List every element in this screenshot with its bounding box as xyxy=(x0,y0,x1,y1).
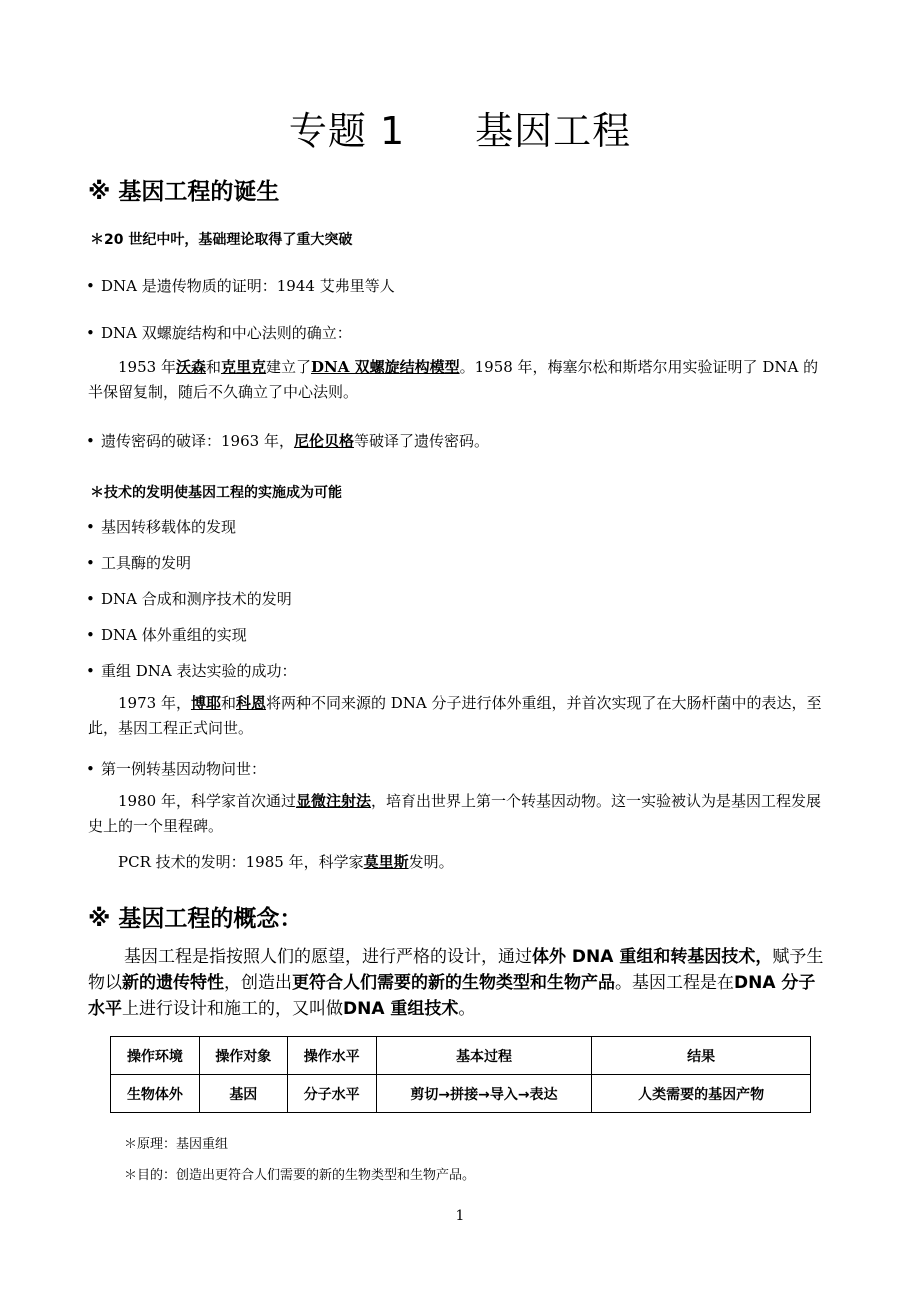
table-cell: 基因 xyxy=(199,1075,287,1113)
note-principle: ＊原理：基因重组 xyxy=(124,1137,229,1152)
paragraph-1953: 1953 年沃森和克里克建立了DNA 双螺旋结构模型。1958 年，梅塞尔松和斯塔尔用实验证明了 DNA 的半保留复制，随后不久确立了中心法则。 xyxy=(88,358,819,401)
title-subject: 基因工程 xyxy=(475,109,632,153)
table-header-cell: 操作对象 xyxy=(199,1037,287,1075)
title-topic: 专题 1 xyxy=(288,109,406,153)
table-header-row xyxy=(111,1037,811,1075)
bullet-enzyme: • 工具酶的发明 xyxy=(86,554,192,572)
table-header-cell: 基本过程 xyxy=(376,1037,592,1075)
paragraph-concept: 基因工程是指按照人们的愿望，进行严格的设计，通过体外 DNA 重组和转基因技术，赋予生物以新的遗传特性，创造出更符合人们需要的新的生物类型和生物产品。基因工程是在DNA 分子水平上进行设计和施工的，又叫做DNA 重组技术。 xyxy=(88,947,824,1019)
paragraph-1973: 1973 年，博耶和科恩将两种不同来源的 DNA 分子进行体外重组，并首次实现了在大肠杆菌中的表达，至此，基因工程正式问世。 xyxy=(88,694,822,737)
table-header-cell: 结果 xyxy=(592,1037,811,1075)
bullet-recombination: • DNA 体外重组的实现 xyxy=(86,626,247,644)
page-number: 1 xyxy=(455,1208,465,1224)
bullet-sequencing: • DNA 合成和测序技术的发明 xyxy=(86,590,292,608)
bullet-transgenic-animal: • 第一例转基因动物问世： xyxy=(86,760,267,778)
table-cell: 剪切→拼接→导入→表达 xyxy=(376,1075,592,1113)
page-title xyxy=(0,100,920,155)
table-cell: 分子水平 xyxy=(287,1075,376,1113)
paragraph-pcr: PCR 技术的发明：1985 年，科学家莫里斯发明。 xyxy=(118,853,454,871)
table-header-cell: 操作环境 xyxy=(111,1037,200,1075)
bullet-genetic-code: • 遗传密码的破译：1963 年，尼伦贝格等破译了遗传密码。 xyxy=(86,432,489,450)
subheading-technology: ＊技术的发明使基因工程的实施成为可能 xyxy=(90,485,342,501)
paragraph-1980: 1980 年，科学家首次通过显微注射法，培育出世界上第一个转基因动物。这一实验被认为是基因工程发展史上的一个里程碑。 xyxy=(88,792,821,835)
bullet-dna-genetic-material: • DNA 是遗传物质的证明：1944 艾弗里等人 xyxy=(86,277,395,295)
section-heading-concept: ※ 基因工程的概念： xyxy=(88,906,303,932)
bullet-expression: • 重组 DNA 表达实验的成功： xyxy=(86,662,297,680)
operations-table xyxy=(110,1036,811,1113)
table-header-cell: 操作水平 xyxy=(287,1037,376,1075)
bullet-double-helix: • DNA 双螺旋结构和中心法则的确立： xyxy=(86,324,352,342)
table-cell: 人类需要的基因产物 xyxy=(592,1075,811,1113)
subheading-theory: ＊20 世纪中叶，基础理论取得了重大突破 xyxy=(90,232,353,248)
table-cell: 生物体外 xyxy=(111,1075,200,1113)
note-purpose: ＊目的：创造出更符合人们需要的新的生物类型和生物产品。 xyxy=(124,1168,476,1183)
bullet-vector: • 基因转移载体的发现 xyxy=(86,518,237,536)
section-heading-origin: ※ 基因工程的诞生 xyxy=(88,179,280,205)
table-row xyxy=(111,1075,811,1113)
